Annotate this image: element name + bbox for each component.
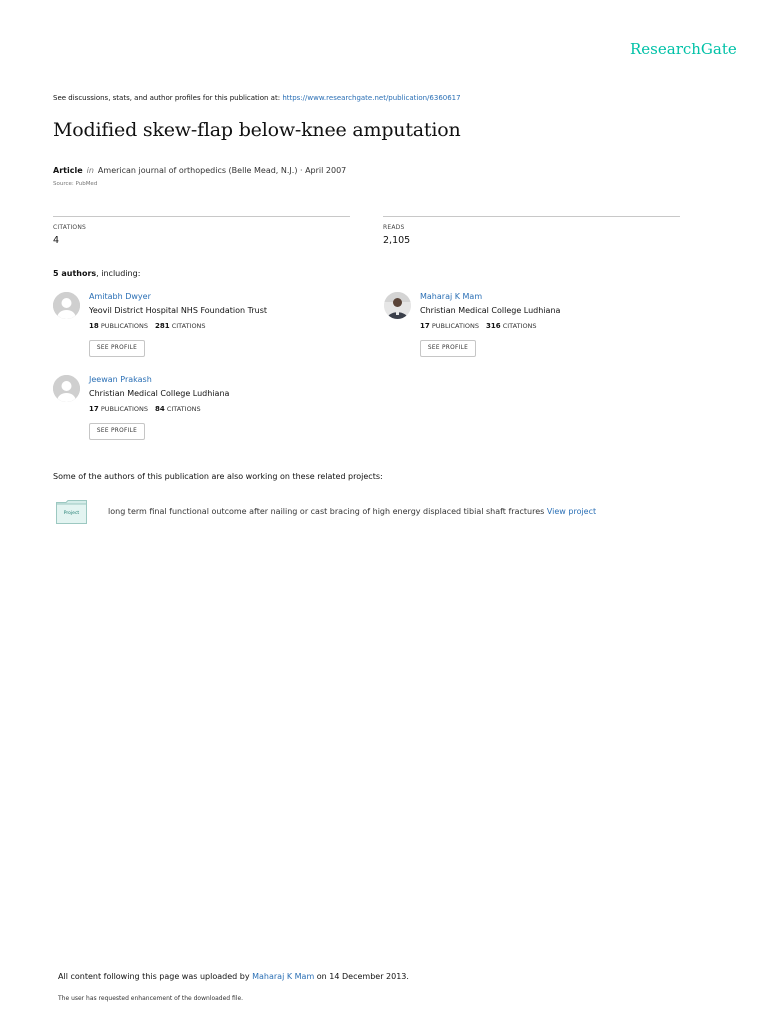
author-publications-count: 17 <box>420 322 430 330</box>
author-publications-label: PUBLICATIONS <box>100 322 148 330</box>
researchgate-logo[interactable]: ResearchGate <box>630 40 737 58</box>
photo-avatar-icon[interactable] <box>384 292 411 319</box>
reads-label: READS <box>383 224 405 231</box>
citations-value: 4 <box>53 235 60 246</box>
view-project-link[interactable]: View project <box>546 507 597 516</box>
author-stats <box>89 322 206 330</box>
discussion-line <box>53 94 461 102</box>
enhancement-note: The user has requested enhancement of the downloaded file. <box>58 995 244 1002</box>
default-user-avatar-icon[interactable] <box>53 292 80 319</box>
publication-source: Source: PubMed <box>53 181 98 187</box>
author-name-link[interactable]: Jeewan Prakash <box>89 375 152 384</box>
project-folder-icon[interactable] <box>56 500 87 524</box>
author-institution: Yeovil District Hospital NHS Foundation Trust <box>89 306 268 315</box>
upload-suffix: on 14 December 2013. <box>316 972 409 981</box>
default-user-avatar-icon[interactable] <box>53 375 80 402</box>
author-publications-count: 17 <box>89 405 99 413</box>
reads-value: 2,105 <box>383 235 411 246</box>
publication-title: Modified skew-flap below-knee amputation <box>53 119 461 141</box>
authors-suffix: , including: <box>96 269 141 278</box>
author-citations-count: 316 <box>485 322 501 330</box>
publication-meta <box>53 166 346 175</box>
see-profile-button[interactable]: SEE PROFILE <box>89 423 145 440</box>
discussion-text: See discussions, stats, and author profiles for this publication at: <box>53 94 281 102</box>
authors-heading <box>53 269 140 278</box>
project-entry <box>108 507 596 516</box>
author-citations-count: 281 <box>154 322 170 330</box>
citations-divider <box>53 216 350 217</box>
upload-notice <box>58 972 409 981</box>
author-citations-label: CITATIONS <box>171 322 206 330</box>
author-stats <box>89 405 201 413</box>
publication-url-link[interactable]: https://www.researchgate.net/publication/6360617 <box>282 94 461 102</box>
author-citations-label: CITATIONS <box>502 322 537 330</box>
authors-count: 5 authors <box>53 269 97 278</box>
journal-date: American journal of orthopedics (Belle Mead, N.J.) · April 2007 <box>97 166 347 175</box>
reads-divider <box>383 216 680 217</box>
see-profile-button[interactable]: SEE PROFILE <box>420 340 476 357</box>
see-profile-button[interactable]: SEE PROFILE <box>89 340 145 357</box>
project-folder-label: Project <box>63 511 80 516</box>
author-institution: Christian Medical College Ludhiana <box>420 306 561 315</box>
author-citations-label: CITATIONS <box>166 405 201 413</box>
author-name-link[interactable]: Maharaj K Mam <box>420 292 483 301</box>
author-publications-label: PUBLICATIONS <box>100 405 148 413</box>
publication-type: Article <box>53 166 83 175</box>
uploader-link[interactable]: Maharaj K Mam <box>252 972 315 981</box>
related-projects-heading: Some of the authors of this publication are also working on these related projects: <box>53 472 383 481</box>
author-name-link[interactable]: Amitabh Dwyer <box>89 292 151 301</box>
author-stats <box>420 322 537 330</box>
author-publications-count: 18 <box>89 322 99 330</box>
citations-label: CITATIONS <box>53 224 87 231</box>
in-word: in <box>86 166 94 175</box>
project-description: long term final functional outcome after nailing or cast bracing of high energy displaced tibial shaft fractures <box>108 507 545 516</box>
author-publications-label: PUBLICATIONS <box>431 322 479 330</box>
author-institution: Christian Medical College Ludhiana <box>89 389 230 398</box>
upload-prefix: All content following this page was uploaded by <box>58 972 250 981</box>
author-citations-count: 84 <box>154 405 165 413</box>
